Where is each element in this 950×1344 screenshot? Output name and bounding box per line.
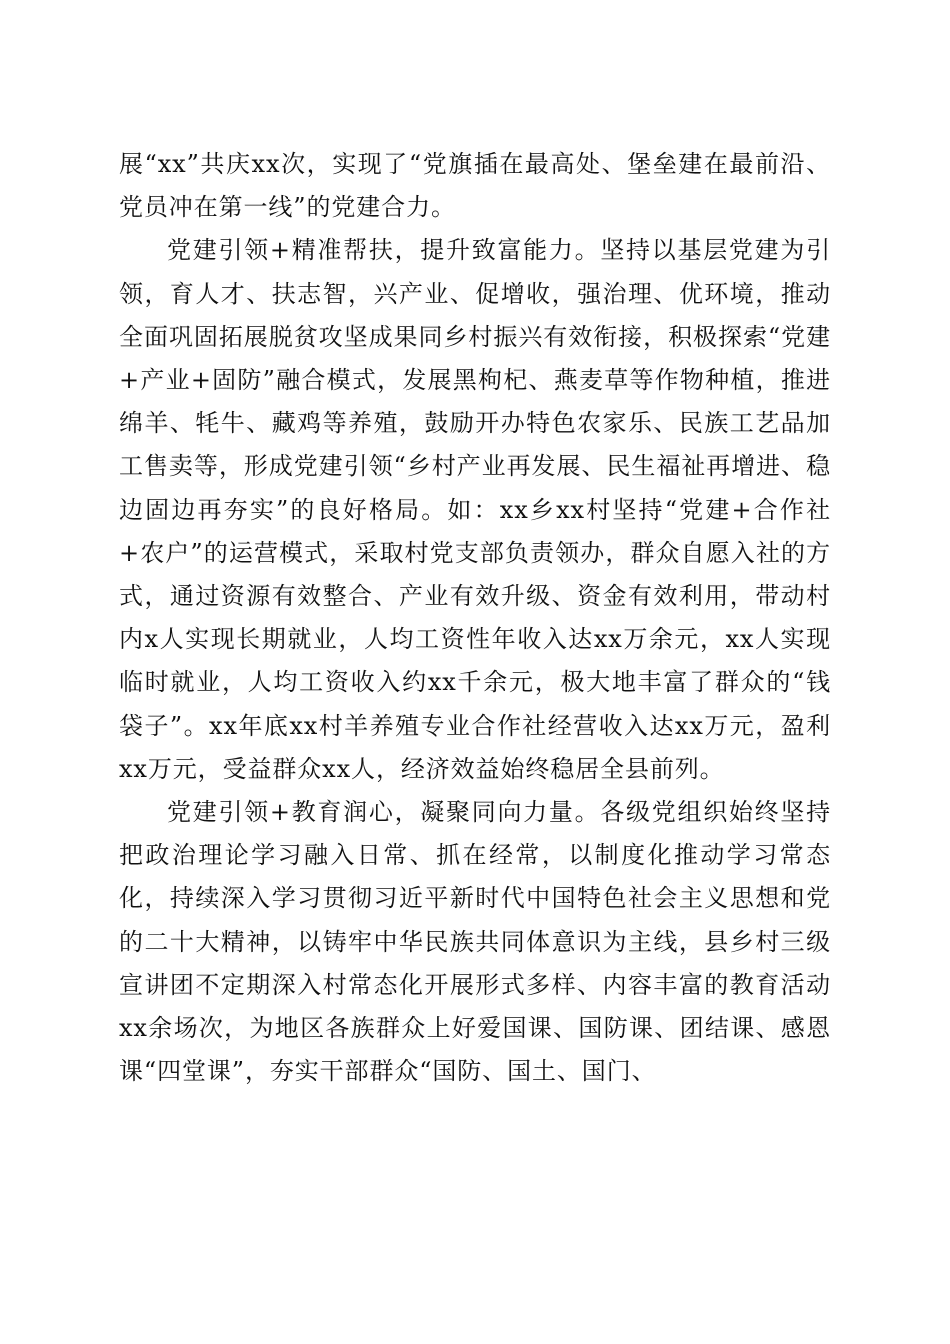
body-text xyxy=(119,143,831,1093)
paragraph-education: 党建引领+教育润心，凝聚同向力量。各级党组织始终坚持把政治理论学习融入日常、抓在经常，以制度化推动学习常态化，持续深入学习贯彻习近平新时代中国特色社会主义思想和党的二十大精神，以铸牢中华民族共同体意识为主线，县乡村三级宣讲团不定期深入村常态化开展形式多样、内容丰富的教育活动xx余场次，为地区各族群众上好爱国课、国防课、团结课、感恩课“四堂课”，夯实干部群众“国防、国土、国门、 xyxy=(119,798,831,1086)
paragraph-continuation: 展“xx”共庆xx次，实现了“党旗插在最高处、堡垒建在最前沿、党员冲在第一线”的党建合力。 xyxy=(119,150,831,222)
paragraph-poverty-alleviation: 党建引领+精准帮扶，提升致富能力。坚持以基层党建为引领，育人才、扶志智，兴产业、促增收，强治理、优环境，推动全面巩固拓展脱贫攻坚成果同乡村振兴有效衔接，积极探索“党建+产业+固防”融合模式，发展黑枸杞、燕麦草等作物种植，推进绵羊、牦牛、藏鸡等养殖，鼓励开办特色农家乐、民族工艺品加工售卖等，形成党建引领“乡村产业再发展、民生福祉再增进、稳边固边再夯实”的良好格局。如：xx乡xx村坚持“党建+合作社+农户”的运营模式，采取村党支部负责领办，群众自愿入社的方式，通过资源有效整合、产业有效升级、资金有效利用，带动村内x人实现长期就业，人均工资性年收入达xx万余元，xx人实现临时就业，人均工资收入约xx千余元，极大地丰富了群众的“钱袋子”。xx年底xx村羊养殖专业合作社经营收入达xx万元，盈利xx万元，受益群众xx人，经济效益始终稳居全县前列。 xyxy=(119,236,831,783)
